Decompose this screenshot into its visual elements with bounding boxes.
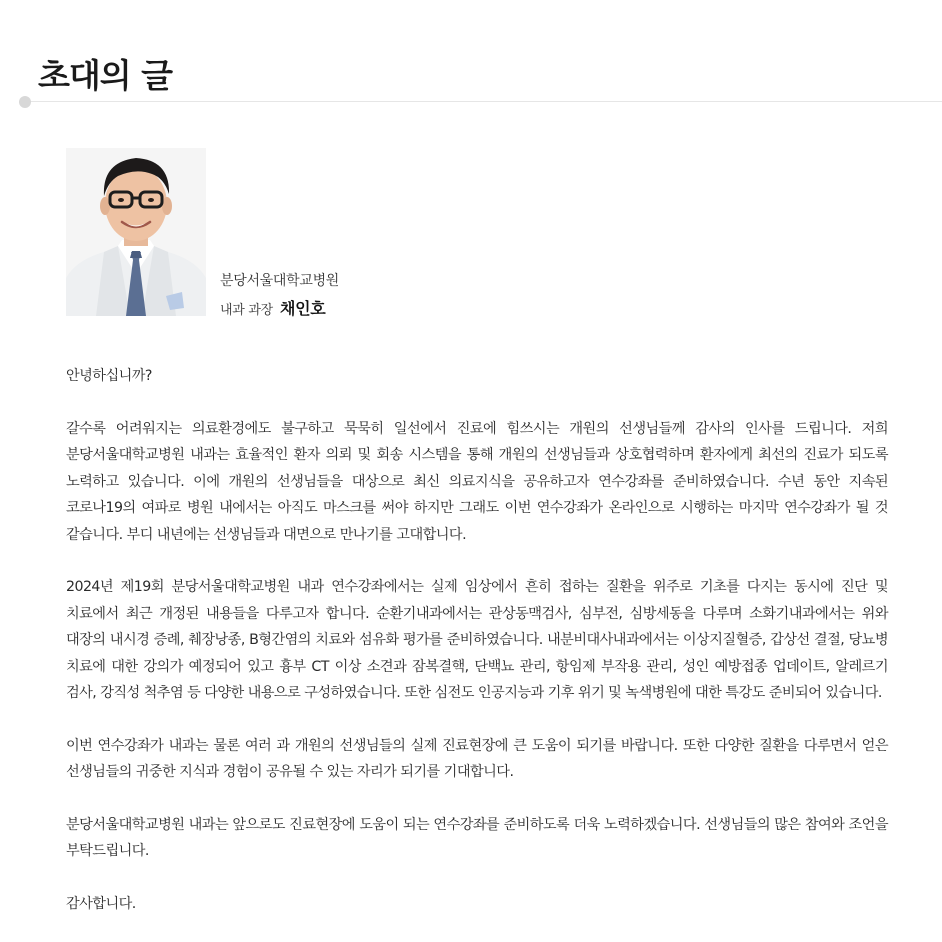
portrait-photo: [66, 148, 206, 316]
page-title: 초대의 글: [38, 56, 173, 95]
signature-name: 채인호: [279, 299, 326, 318]
letter-paragraph: 분당서울대학교병원 내과는 앞으로도 진료현장에 도움이 되는 연수강좌를 준비하도록 더욱 노력하겠습니다. 선생님들의 많은 참여와 조언을 부탁드립니다.: [66, 816, 888, 859]
letter-paragraph: 이번 연수강좌가 내과는 물론 여러 과 개원의 선생님들의 실제 진료현장에 큰 도움이 되기를 바랍니다. 또한 다양한 질환을 다루면서 얻은 선생님들의 귀중한 지식과 경험이 공유될 수 있는 자리가 되기를 기대합니다.: [66, 737, 888, 780]
letter-paragraph: 갈수록 어려워지는 의료환경에도 불구하고 묵묵히 일선에서 진료에 힘쓰시는 개원의 선생님들께 감사의 인사를 드립니다. 저희 분당서울대학교병원 내과는 효율적인 환자 의뢰 및 회송 시스템을 통해 개원의 선생님들과 상호협력하며 환자에게 최선의 진료가 되도록 노력하고 있습니다. 이에 개원의 선생님들을 대상으로 최신 의료지식을 공유하고자 연수강좌를 준비하였습니다. 수년 동안 지속된 코로나19의 여파로 병원 내에서는 아직도 마스크를 써야 하지만 그래도 이번 연수강좌가 온라인으로 시행하는 마지막 연수강좌가 될 것 같습니다. 부디 내년에는 선생님들과 대면으로 만나기를 고대합니다.: [66, 420, 888, 543]
signature-block: [220, 268, 339, 326]
letter-greeting: 안녕하십니까?: [66, 368, 152, 384]
letter-paragraph: 2024년 제19회 분당서울대학교병원 내과 연수강좌에서는 실제 임상에서 흔히 접하는 질환을 위주로 기초를 다지는 동시에 진단 및 치료에서 최근 개정된 내용들을 다루고자 합니다. 순환기내과에서는 관상동맥검사, 심부전, 심방세동을 다루며 소화기내과에서는 위와 대장의 내시경 증례, 췌장낭종, B형간염의 치료와 섬유화 평가를 준비하였습니다. 내분비대사내과에서는 이상지질혈증, 갑상선 결절, 당뇨병 치료에 대한 강의가 예정되어 있고 흉부 CT 이상 소견과 잠복결핵, 단백뇨 관리, 항임제 부작용 관리, 성인 예방접종 업데이트, 알레르기 검사, 강직성 척추염 등 다양한 내용으로 구성하였습니다. 또한 심전도 인공지능과 기후 위기 및 녹색병원에 대한 특강도 준비되어 있습니다.: [66, 579, 888, 701]
signature-line: [220, 294, 339, 326]
letter-body: [66, 363, 888, 942]
signature-role: 내과 과장: [220, 303, 273, 318]
title-divider: [25, 101, 942, 102]
letter-closing: 감사합니다.: [66, 895, 136, 912]
title-divider-dot: [19, 96, 31, 108]
signature-organization: 분당서울대학교병원: [220, 273, 340, 289]
